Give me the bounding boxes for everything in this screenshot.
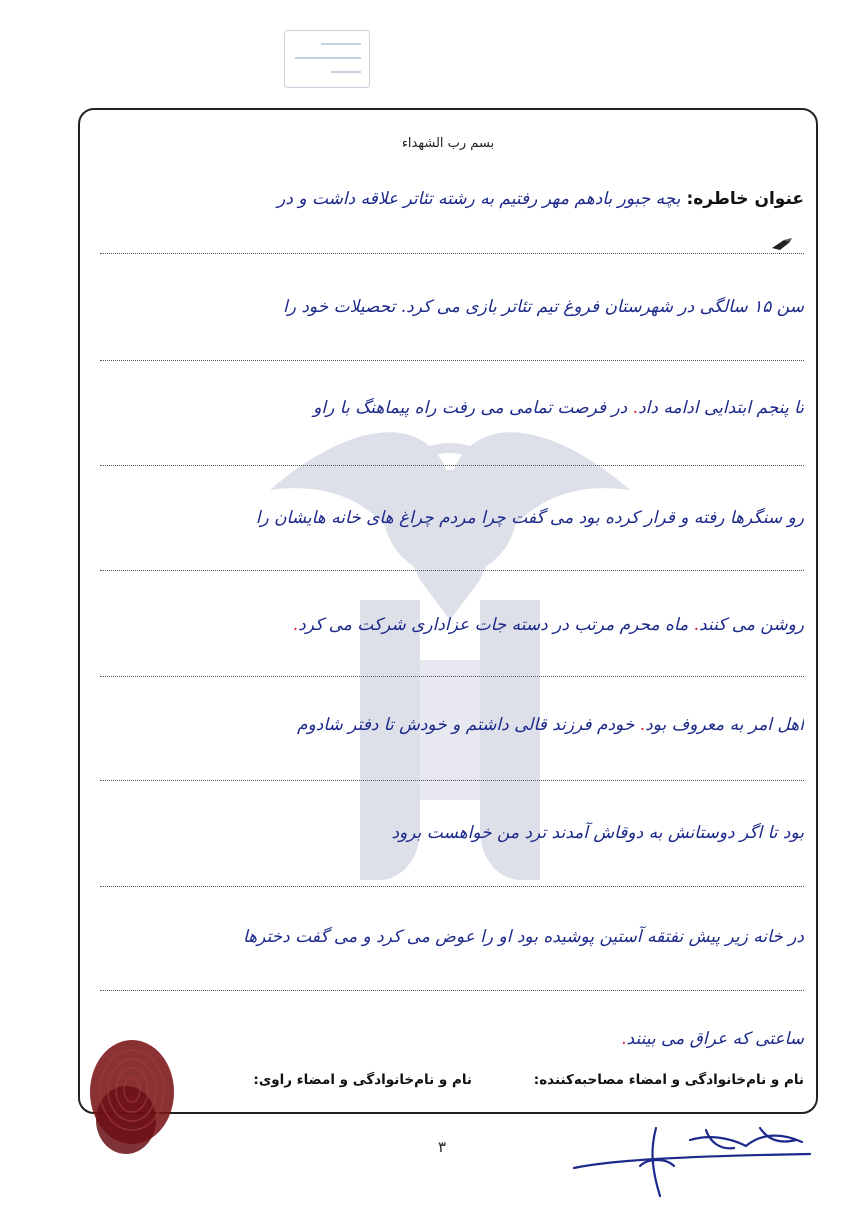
memoir-line	[94, 503, 804, 533]
line-text: اهل امر به معروف بود	[645, 715, 804, 735]
line-text: سن ۱۵ سالگی در شهرستان فروغ تیم تئاتر بازی می کرد. تحصیلات خود را	[283, 297, 804, 317]
memoir-line	[94, 710, 804, 740]
line-text: تا پنجم ابتدایی ادامه داد	[638, 398, 804, 418]
fingerprint-icon	[84, 1034, 180, 1158]
memoir-form	[78, 108, 818, 1114]
memoir-line	[94, 922, 804, 952]
line-text: بود تا اگر دوستانش به دوقاش آمدند ترد من خواهست برود	[391, 823, 804, 843]
line-text: در فرصت تمامی می رفت راه پیماهنگ با راو	[313, 398, 628, 418]
line-bullet: .	[639, 715, 646, 735]
page-number: ۳	[438, 1138, 447, 1156]
interviewer-signature-label: نام و نام‌خانوادگی و امضاء مصاحبه‌کننده:	[533, 1072, 804, 1088]
received-stamp	[284, 30, 370, 88]
line-rule	[100, 465, 804, 466]
title-row	[92, 184, 804, 214]
pen-hand-icon	[770, 236, 794, 252]
line-text: ماه محرم مرتب در دسته جات عزاداری شرکت می کرد	[298, 615, 689, 635]
line-bullet: .	[632, 398, 639, 418]
memoir-line	[94, 393, 804, 423]
basmala-heading: بسم رب الشهداء	[401, 136, 495, 151]
narrator-signature-label: نام و نام‌خانوادگی و امضاء راوی:	[253, 1072, 472, 1088]
handwritten-signature-icon	[570, 1110, 820, 1202]
line-text: روشن می کنند	[699, 615, 804, 635]
memoir-line	[94, 1024, 804, 1054]
line-text: خودم فرزند قالی داشتم و خودش تا دفتر شادوم	[297, 715, 635, 735]
line-rule	[100, 780, 804, 781]
line-rule	[100, 886, 804, 887]
line-bullet: .	[693, 615, 700, 635]
line-rule	[100, 570, 804, 571]
line-rule	[100, 360, 804, 361]
line-bullet: .	[621, 1029, 627, 1049]
title-handwriting: بچه جبور بادهم مهر رفتیم به رشته تئاتر علاقه داشت و در	[277, 189, 681, 209]
line-text: رو سنگرها رفته و قرار کرده بود می گفت چرا مردم چراغ های خانه هایشان را	[255, 508, 804, 528]
line-text: در خانه زیر پیش نفتقه آستین پوشیده بود او را عوض می کرد و می گفت دخترها	[242, 927, 804, 947]
title-label: عنوان خاطره:	[686, 189, 804, 209]
line-rule	[100, 676, 804, 677]
memoir-line	[94, 610, 804, 640]
memoir-line	[94, 818, 804, 848]
line-text: ساعتی که عراق می بینند	[626, 1029, 804, 1049]
line-rule	[100, 253, 804, 254]
memoir-line	[94, 292, 804, 322]
line-rule	[100, 990, 804, 991]
line-bullet: .	[292, 615, 299, 635]
signature-footer	[80, 1072, 816, 1096]
